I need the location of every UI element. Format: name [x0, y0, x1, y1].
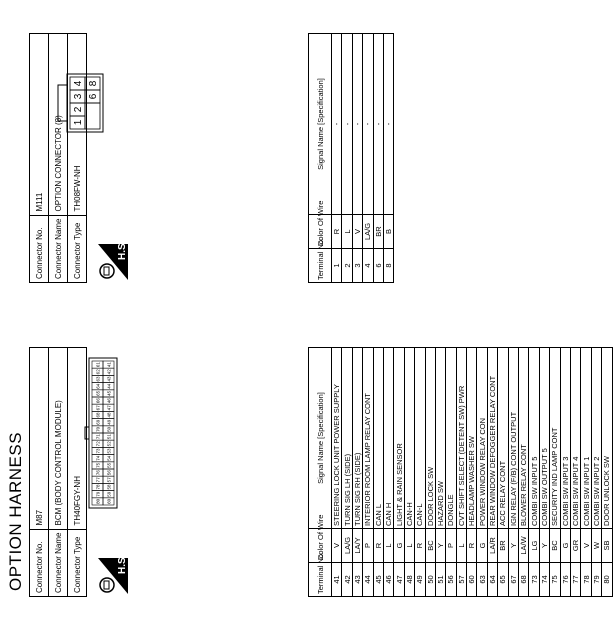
table-row	[363, 34, 373, 283]
color-cell: Y	[539, 529, 549, 563]
pin-number: 6	[88, 93, 99, 100]
table-row	[332, 348, 342, 597]
pin-number: 44	[106, 383, 112, 389]
table-row	[342, 34, 352, 283]
signal-cell: COMBI SW INPUT 4	[570, 348, 580, 529]
pin-number: 3	[73, 93, 84, 100]
page-title: OPTION HARNESS	[6, 431, 25, 591]
terminal-cell: 46	[383, 563, 393, 597]
connector-no-label: Connector No.	[30, 529, 49, 596]
color-cell: B	[383, 215, 393, 249]
color-cell: SB	[602, 529, 612, 563]
signal-cell: ACC RELAY CONT	[498, 348, 508, 529]
m87-connector-type: TH40FGY-NH	[68, 348, 87, 530]
table-row	[352, 34, 362, 283]
connector-latch	[85, 427, 89, 439]
terminal-cell: 48	[404, 563, 414, 597]
pin-number: 46	[106, 398, 112, 404]
color-cell: R	[467, 529, 477, 563]
pin-number: 50	[106, 426, 112, 432]
terminal-cell: 67	[508, 563, 518, 597]
connector-no-label: Connector No.	[30, 215, 49, 282]
terminal-cell: 73	[529, 563, 539, 597]
pin-number: 74	[95, 455, 101, 461]
color-cell: P	[363, 529, 373, 563]
terminal-cell: 8	[383, 249, 393, 283]
color-cell: LG	[529, 529, 539, 563]
connector-type-label: Connector Type	[68, 529, 87, 596]
signal-cell: COMBI SW INPUT 5	[529, 348, 539, 529]
signal-cell: TURN SIG LH (SIDE)	[342, 348, 352, 529]
signal-cell: -	[342, 34, 352, 215]
signal-cell: CAN-L	[415, 348, 425, 529]
color-header: Color Of Wire	[309, 529, 332, 563]
m111-connector-diagram	[40, 67, 136, 137]
pin-number: 78	[95, 484, 101, 490]
m87-connector-diagram	[84, 351, 124, 511]
color-cell: Y	[435, 529, 445, 563]
terminal-cell: 75	[550, 563, 560, 597]
terminal-cell: 45	[373, 563, 383, 597]
connector-blank-cavity	[85, 103, 100, 129]
pin-number: 72	[95, 441, 101, 447]
signal-cell: COMBI SW OUTPUT 5	[539, 348, 549, 529]
pin-number: 54	[106, 455, 112, 461]
terminal-cell: 6	[373, 249, 383, 283]
signal-cell: SECURITY IND LAMP CONT	[550, 348, 560, 529]
table-row	[487, 348, 497, 597]
color-cell: V	[352, 215, 362, 249]
signal-cell: INTERIOR ROOM LAMP RELAY CONT	[363, 348, 373, 529]
color-cell: L	[404, 529, 414, 563]
terminal-cell: 43	[352, 563, 362, 597]
color-cell: LA/R	[487, 529, 497, 563]
color-cell: LA/G	[363, 215, 373, 249]
pin-number: 48	[106, 412, 112, 418]
pin-number: 77	[95, 477, 101, 483]
svg-text:H.S.: H.S.	[117, 240, 128, 260]
terminal-cell: 50	[425, 563, 435, 597]
signal-cell: CVT SHIFT SELECT (DETENT SW) PWR	[456, 348, 466, 529]
table-row	[560, 348, 570, 597]
terminal-header: Terminal No.	[309, 249, 332, 283]
connector-type-label: Connector Type	[68, 215, 87, 282]
terminal-cell: 68	[519, 563, 529, 597]
pin-number: 49	[106, 419, 112, 425]
pin-number: 63	[95, 376, 101, 382]
color-cell: V	[581, 529, 591, 563]
hs-icon	[96, 556, 130, 596]
pin-number: 70	[95, 426, 101, 432]
pin-number: 56	[106, 470, 112, 476]
signal-cell: LIGHT & RAIN SENSOR	[394, 348, 404, 529]
pin-number: 76	[95, 470, 101, 476]
table-row	[456, 348, 466, 597]
pin-number: 47	[106, 405, 112, 411]
terminal-cell: 56	[446, 563, 456, 597]
signal-cell: COMBI SW INPUT 2	[591, 348, 601, 529]
m87-connector-no: M87	[30, 348, 49, 530]
pin-number: 79	[95, 491, 101, 497]
color-cell: G	[394, 529, 404, 563]
terminal-cell: 51	[435, 563, 445, 597]
terminal-cell: 2	[342, 249, 352, 283]
signal-cell: COMBI SW INPUT 1	[581, 348, 591, 529]
terminal-cell: 57	[456, 563, 466, 597]
signal-cell: TURN SIG RH (SIDE)	[352, 348, 362, 529]
table-row	[342, 348, 352, 597]
color-cell: BR	[498, 529, 508, 563]
color-cell: G	[477, 529, 487, 563]
pin-number: 42	[106, 369, 112, 375]
terminal-cell: 76	[560, 563, 570, 597]
pin-number: 80	[95, 498, 101, 504]
pin-number: 71	[95, 434, 101, 440]
terminal-cell: 80	[602, 563, 612, 597]
signal-cell: -	[383, 34, 393, 215]
color-cell: LA/G	[342, 529, 352, 563]
m111-connector-type: TH08FW-NH	[68, 34, 87, 216]
terminal-cell: 64	[487, 563, 497, 597]
table-row	[519, 348, 529, 597]
signal-cell: DOOR LOCK SW	[425, 348, 435, 529]
pin-number: 68	[95, 412, 101, 418]
color-cell: GR	[570, 529, 580, 563]
color-cell: BR	[373, 215, 383, 249]
table-row	[602, 348, 612, 597]
m111-signal-table	[308, 33, 394, 283]
table-row	[435, 348, 445, 597]
color-cell: Y	[508, 529, 518, 563]
terminal-cell: 60	[467, 563, 477, 597]
table-row	[332, 34, 342, 283]
pin-number: 69	[95, 419, 101, 425]
terminal-cell: 1	[332, 249, 342, 283]
color-cell: R	[332, 215, 342, 249]
terminal-header: Terminal No.	[309, 563, 332, 597]
table-row	[498, 348, 508, 597]
terminal-cell: 77	[570, 563, 580, 597]
terminal-cell: 42	[342, 563, 352, 597]
table-row	[591, 348, 601, 597]
signal-cell: STEERING LOCK UNIT POWER SUPPLY	[332, 348, 342, 529]
signal-cell: CAN L	[373, 348, 383, 529]
terminal-cell: 79	[591, 563, 601, 597]
hs-icon	[96, 242, 130, 282]
signal-cell: -	[363, 34, 373, 215]
m111-connector-no: M111	[30, 34, 49, 216]
table-row	[529, 348, 539, 597]
signal-cell: CAN-H	[404, 348, 414, 529]
pin-number: 43	[106, 376, 112, 382]
pin-number: 41	[106, 362, 112, 368]
terminal-cell: 3	[352, 249, 362, 283]
signal-cell: DONGLE	[446, 348, 456, 529]
color-cell: W	[591, 529, 601, 563]
terminal-cell: 78	[581, 563, 591, 597]
color-cell: G	[560, 529, 570, 563]
terminal-cell: 63	[477, 563, 487, 597]
pin-number: 45	[106, 390, 112, 396]
signal-cell: DOOR UNLOCK SW	[602, 348, 612, 529]
table-row	[383, 34, 393, 283]
signal-cell: -	[332, 34, 342, 215]
signal-header: Signal Name [Specification]	[309, 348, 332, 529]
pin-number: 67	[95, 405, 101, 411]
table-row	[404, 348, 414, 597]
pin-number: 65	[95, 390, 101, 396]
signal-cell: CAN H	[383, 348, 393, 529]
pin-number: 62	[95, 369, 101, 375]
pin-number: 53	[106, 448, 112, 454]
table-row	[363, 348, 373, 597]
m87-connector-name: BCM (BODY CONTROL MODULE)	[49, 348, 68, 530]
table-row	[425, 348, 435, 597]
signal-header: Signal Name [Specification]	[309, 34, 332, 215]
pin-number: 73	[95, 448, 101, 454]
terminal-cell: 47	[394, 563, 404, 597]
pin-number: 8	[88, 80, 99, 87]
color-cell: LA/Y	[352, 529, 362, 563]
color-cell: L	[456, 529, 466, 563]
color-cell: L	[383, 529, 393, 563]
pin-number: 61	[95, 362, 101, 368]
table-row	[570, 348, 580, 597]
connector-name-label: Connector Name	[49, 529, 68, 596]
color-cell: BC	[425, 529, 435, 563]
table-row	[477, 348, 487, 597]
signal-cell: HEADLAMP WASHER SW	[467, 348, 477, 529]
m87-info-table	[29, 347, 87, 597]
color-header: Color Of Wire	[309, 215, 332, 249]
pin-number: 58	[106, 484, 112, 490]
signal-cell: -	[352, 34, 362, 215]
signal-cell: REAR WINDOW DEFOGGER RELAY CONT	[487, 348, 497, 529]
table-row	[446, 348, 456, 597]
table-row	[539, 348, 549, 597]
terminal-cell: 4	[363, 249, 373, 283]
signal-cell: IGN RELAY (F/B) CONT OUTPUT	[508, 348, 518, 529]
table-row	[467, 348, 477, 597]
terminal-cell: 74	[539, 563, 549, 597]
color-cell: R	[373, 529, 383, 563]
signal-cell: COMBI SW INPUT 3	[560, 348, 570, 529]
signal-cell: -	[373, 34, 383, 215]
pin-number: 64	[95, 383, 101, 389]
pin-number: 4	[73, 80, 84, 87]
terminal-cell: 41	[332, 563, 342, 597]
color-cell: V	[332, 529, 342, 563]
m111-connector-name: OPTION CONNECTOR (8)	[49, 34, 68, 216]
color-cell: R	[415, 529, 425, 563]
signal-cell: BLOWER RELAY CONT	[519, 348, 529, 529]
table-row	[581, 348, 591, 597]
color-cell: LA/W	[519, 529, 529, 563]
pin-number: 75	[95, 462, 101, 468]
terminal-cell: 49	[415, 563, 425, 597]
table-row	[508, 348, 518, 597]
pin-number: 57	[106, 477, 112, 483]
connector-name-label: Connector Name	[49, 215, 68, 282]
terminal-cell: 65	[498, 563, 508, 597]
table-row	[394, 348, 404, 597]
pin-number: 1	[73, 119, 84, 126]
pin-number: 51	[106, 434, 112, 440]
pin-number: 59	[106, 491, 112, 497]
table-row	[415, 348, 425, 597]
svg-text:H.S.: H.S.	[117, 554, 128, 574]
pin-number: 60	[106, 498, 112, 504]
pin-number: 55	[106, 462, 112, 468]
signal-cell: HAZARD SW	[435, 348, 445, 529]
color-cell: L	[342, 215, 352, 249]
table-row	[352, 348, 362, 597]
signal-cell: POWER WINDOW RELAY CON	[477, 348, 487, 529]
color-cell: P	[446, 529, 456, 563]
color-cell: BC	[550, 529, 560, 563]
pin-number: 66	[95, 398, 101, 404]
table-row	[383, 348, 393, 597]
table-row	[373, 34, 383, 283]
pin-number: 2	[73, 106, 84, 113]
terminal-cell: 44	[363, 563, 373, 597]
table-row	[550, 348, 560, 597]
m87-signal-table	[308, 347, 613, 597]
connector-latch	[58, 85, 67, 121]
table-row	[373, 348, 383, 597]
pin-number: 52	[106, 441, 112, 447]
